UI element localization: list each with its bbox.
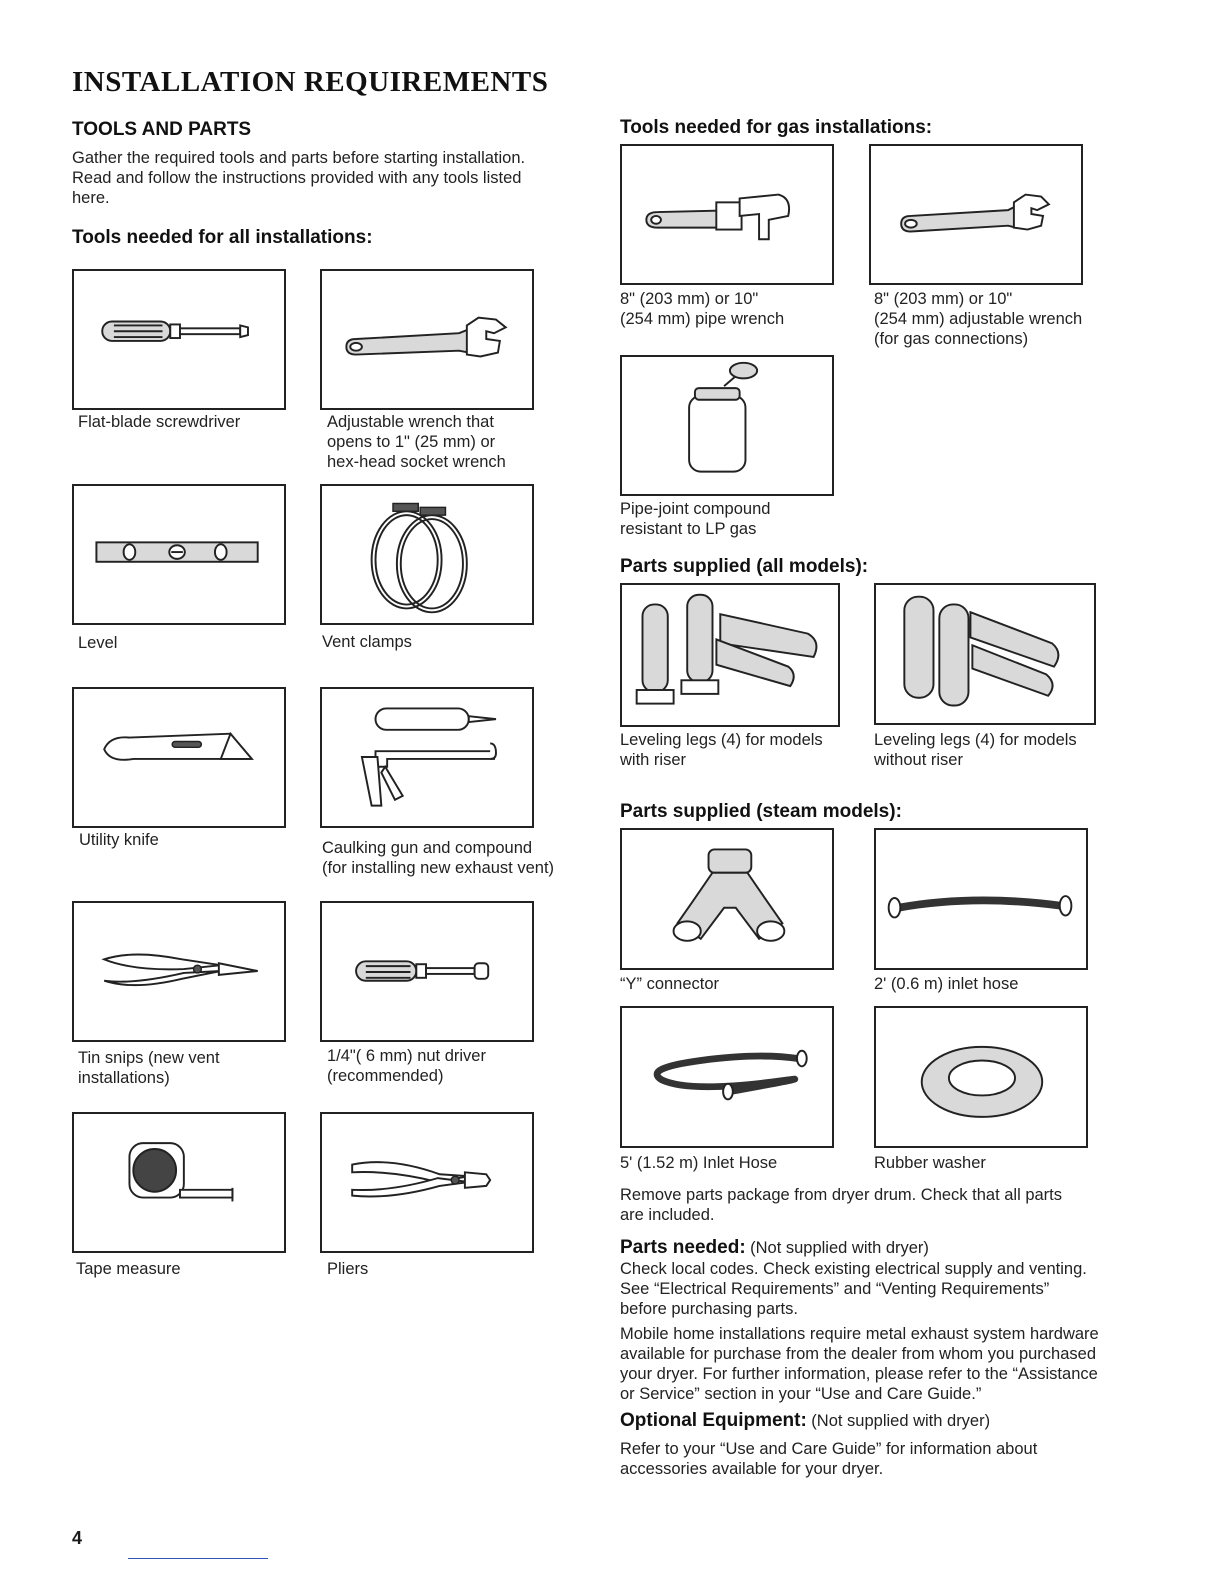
leveling-leg-icon [876,585,1094,723]
pipe-wrench-image [620,144,834,285]
vent-clamp-icon [322,486,532,623]
mobile-home-paragraph: Mobile home installations require metal exhaust system hardware available for purchase from the dealer from whom you purchased your dryer. For further information, please refer to the “Assistance or Service” section in your “Use and Care Guide.” [620,1325,1099,1403]
level-icon [74,486,284,623]
utility-knife-image [72,687,286,828]
tin-snips-image [72,901,286,1042]
wrench-icon [322,271,532,408]
caulking-gun-caption: Caulking gun and compound (for installing new exhaust vent) [322,839,555,877]
gas-adjustable-wrench-image [869,144,1083,285]
adjustable-wrench-image [320,269,534,410]
optional-equipment-heading [620,1410,990,1432]
tape-measure-icon [74,1114,284,1251]
gas-adjustable-wrench-caption: 8" (203 mm) or 10" (254 mm) adjustable wrench (for gas connections) [874,290,1083,348]
y-connector-caption: “Y” connector [620,975,720,993]
tape-measure-image [72,1112,286,1253]
leveling-legs-no-riser-image [874,583,1096,725]
screwdriver-image [72,269,286,410]
page-title: INSTALLATION REQUIREMENTS [72,66,549,98]
page-number: 4 [72,1528,83,1548]
tools-and-parts-heading: TOOLS AND PARTS [72,119,252,140]
short-inlet-hose-image [874,828,1088,970]
nut-driver-image [320,901,534,1042]
compound-jar-icon [622,357,832,494]
vent-clamps-caption: Vent clamps [322,633,412,651]
rubber-washer-image [874,1006,1088,1148]
rubber-washer-caption: Rubber washer [874,1154,986,1172]
rubber-washer-icon [876,1008,1086,1146]
y-connector-icon [622,830,832,968]
pipe-joint-compound-image [620,355,834,496]
level-caption: Level [78,634,118,652]
inlet-hose-icon [622,1008,832,1146]
nut-driver-caption: 1/4"( 6 mm) nut driver (recommended) [327,1047,486,1085]
all-installations-heading: Tools needed for all installations: [72,227,373,248]
parts-needed-note: (Not supplied with dryer) [750,1239,929,1257]
short-inlet-hose-caption: 2' (0.6 m) inlet hose [874,975,1019,993]
parts-all-heading: Parts supplied (all models): [620,556,869,577]
optional-equipment-body: Refer to your “Use and Care Guide” for information about accessories available for your dryer. [620,1440,1038,1478]
parts-steam-heading: Parts supplied (steam models): [620,801,902,822]
pliers-icon [322,1114,532,1251]
adjustable-wrench-caption: Adjustable wrench that opens to 1" (25 mm) or hex-head socket wrench [327,413,506,471]
caulking-gun-icon [322,689,532,826]
parts-needed-label: Parts needed: [620,1237,746,1258]
vent-clamps-image [320,484,534,625]
screwdriver-caption: Flat-blade screwdriver [78,413,241,431]
caulking-gun-image [320,687,534,828]
parts-needed-heading [620,1237,929,1259]
optional-equipment-note: (Not supplied with dryer) [811,1412,991,1430]
long-inlet-hose-caption: 5' (1.52 m) Inlet Hose [620,1154,778,1172]
leveling-leg-icon [622,585,838,725]
gas-installations-heading: Tools needed for gas installations: [620,117,933,138]
y-connector-image [620,828,834,970]
parts-needed-body: Check local codes. Check existing electrical supply and venting. See “Electrical Requirements” and “Venting Requirements” before purchasing parts. [620,1260,1087,1318]
leveling-legs-no-riser-caption: Leveling legs (4) for models without riser [874,731,1077,769]
optional-equipment-label: Optional Equipment: [620,1410,807,1431]
screwdriver-icon [74,271,284,408]
leveling-legs-riser-image [620,583,840,727]
pipe-wrench-icon [622,146,832,283]
pliers-image [320,1112,534,1253]
nut-driver-icon [322,903,532,1040]
utility-knife-icon [74,689,284,826]
remove-parts-note: Remove parts package from dryer drum. Check that all parts are included. [620,1186,1063,1224]
tape-measure-caption: Tape measure [76,1260,181,1278]
tin-snips-icon [74,903,284,1040]
inlet-hose-icon [876,830,1086,968]
pipe-joint-caption: Pipe-joint compound resistant to LP gas [620,500,771,538]
utility-knife-caption: Utility knife [79,831,159,849]
wrench-icon [871,146,1081,283]
pipe-wrench-caption: 8" (203 mm) or 10" (254 mm) pipe wrench [620,290,785,328]
tin-snips-caption: Tin snips (new vent installations) [78,1049,220,1087]
footer-rule [128,1558,268,1559]
leveling-legs-riser-caption: Leveling legs (4) for models with riser [620,731,823,769]
intro-paragraph: Gather the required tools and parts before starting installation. Read and follow the instructions provided with any tools listed here. [72,149,526,207]
long-inlet-hose-image [620,1006,834,1148]
pliers-caption: Pliers [327,1260,369,1278]
level-image [72,484,286,625]
